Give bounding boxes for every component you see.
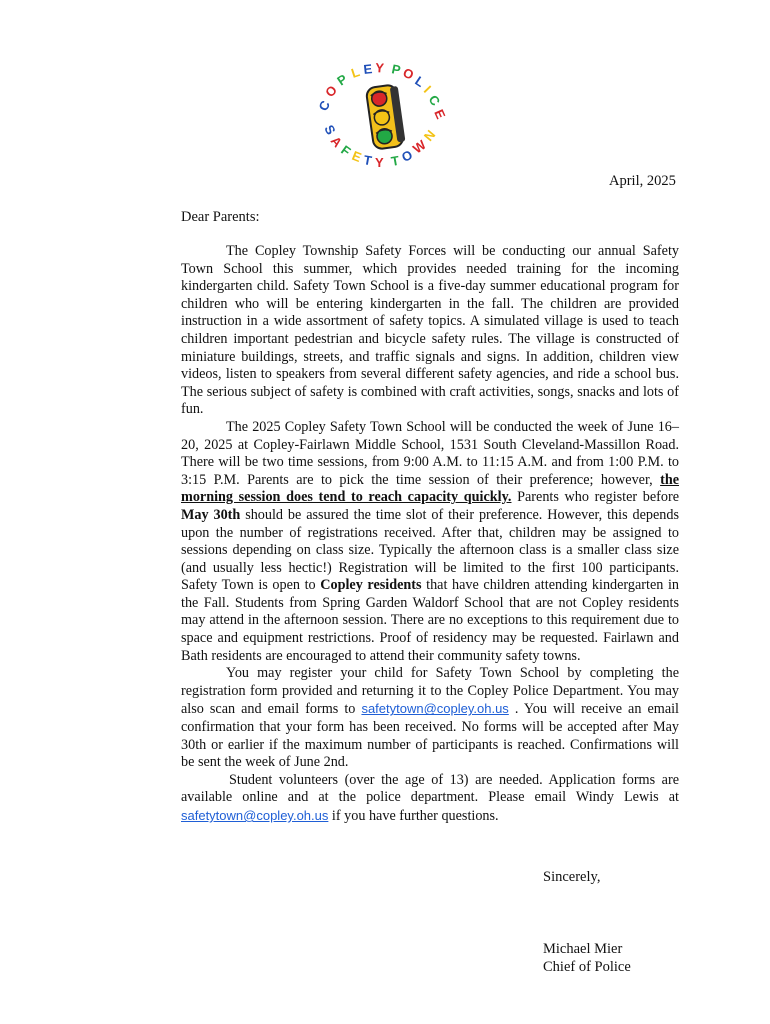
signature-block bbox=[543, 940, 631, 976]
svg-text:P: P bbox=[390, 61, 402, 78]
volunteers-text: Student volunteers (over the age of 13) are needed. Application forms are available online and at the police department. Please email Windy Lewis at bbox=[181, 771, 679, 806]
svg-text:L: L bbox=[349, 64, 362, 81]
svg-text:W: W bbox=[409, 137, 429, 157]
svg-text:C: C bbox=[315, 98, 334, 114]
schedule-text-2: Parents who register before bbox=[517, 489, 679, 506]
signer-name: Michael Mier bbox=[543, 941, 623, 957]
deadline-date: May 30th bbox=[181, 506, 241, 523]
volunteers-text-2: if you have further questions. bbox=[331, 808, 499, 824]
email-link-volunteers[interactable]: safetytown@copley.oh.us bbox=[181, 808, 329, 823]
residents-emphasis: Copley residents bbox=[320, 577, 422, 594]
svg-text:T: T bbox=[389, 152, 401, 169]
safety-town-logo bbox=[315, 60, 452, 170]
svg-text:E: E bbox=[349, 147, 364, 166]
paragraph-registration bbox=[181, 665, 679, 772]
svg-text:O: O bbox=[399, 147, 415, 165]
svg-text:Y: Y bbox=[374, 60, 385, 76]
schedule-text: The 2025 Copley Safety Town School will be conducted the week of June 16–20, 2025 at Copley-Fairlawn Middle School, 1531 South Cleveland-Massillon Road. There will be two time sessions, from 9:00 A.M. to 11:15 A.M. and from 1:00 P.M. to 3:15 P.M. Parents are to pick the time session of their preference; however, bbox=[181, 418, 679, 488]
registration-text: You may register your child for Safety Town School by completing the registration form provided and returning it to the Copley Police Department. You may also scan and email forms to bbox=[181, 665, 679, 718]
letter-date: April, 2025 bbox=[609, 173, 676, 189]
email-link[interactable]: safetytown@copley.oh.us bbox=[361, 701, 509, 717]
svg-text:P: P bbox=[334, 71, 350, 89]
svg-text:S: S bbox=[321, 122, 339, 138]
svg-text:I: I bbox=[420, 82, 435, 96]
traffic-light-icon bbox=[315, 60, 452, 170]
svg-text:T: T bbox=[362, 152, 373, 169]
svg-text:N: N bbox=[420, 127, 439, 144]
svg-text:F: F bbox=[338, 142, 354, 160]
signer-title: Chief of Police bbox=[543, 959, 631, 975]
svg-text:E: E bbox=[362, 61, 373, 77]
paragraph-volunteers bbox=[181, 772, 679, 826]
letter-body bbox=[181, 243, 679, 826]
capacity-warning: the morning session does tend to reach capacity quickly. bbox=[181, 471, 680, 506]
schedule-text-4: that have children attending kindergarten in the Fall. Students from Spring Garden Waldorf School that are not Copley residents may attend in the afternoon session. There are no exceptions to this requirement due to space and equipment restrictions. Proof of residency may be requested. Fairlawn and Bath residents are encouraged to attend their community safety towns. bbox=[181, 577, 679, 664]
paragraph-intro: The Copley Township Safety Forces will be conducting our annual Safety Town School this summer, which provides needed training for the incoming kindergarten child. Safety Town School is a five-day summer educational program for children who will be entering kindergarten in the fall. The children are provided instruction in a wide assortment of safety topics. A simulated village is used to teach children important pedestrian and bicycle safety rules. The village is constructed of miniature buildings, streets, and traffic signals and signs. In addition, children view videos, listen to speakers from several different safety agencies, and ride a school bus. The serious subject of safety is combined with craft activities, songs, snacks and lots of fun. bbox=[181, 243, 679, 418]
svg-text:C: C bbox=[425, 92, 444, 109]
closing: Sincerely, bbox=[543, 869, 601, 885]
salutation: Dear Parents: bbox=[181, 209, 260, 225]
schedule-text-3: should be assured the time slot of their preference. However, this depends upon the number of registrations received. After that, children may be assigned to sessions depending on class size. Typically the afternoon class is a smaller class size (and usually less hectic!) Registration will be limited to the first 100 participants. Safety Town is open to bbox=[181, 506, 679, 594]
paragraph-schedule bbox=[181, 419, 679, 665]
svg-text:O: O bbox=[400, 64, 416, 83]
svg-text:Y: Y bbox=[375, 155, 384, 170]
svg-text:E: E bbox=[431, 107, 449, 122]
registration-text-2: . You will receive an email confirmation that your form has been received. No forms will be accepted after May 30th or earlier if the maximum number of participants is reached. Confirmations will be sent the week of June 2nd. bbox=[181, 701, 680, 771]
svg-text:L: L bbox=[412, 73, 428, 90]
svg-text:A: A bbox=[327, 133, 346, 151]
svg-text:O: O bbox=[322, 82, 341, 101]
